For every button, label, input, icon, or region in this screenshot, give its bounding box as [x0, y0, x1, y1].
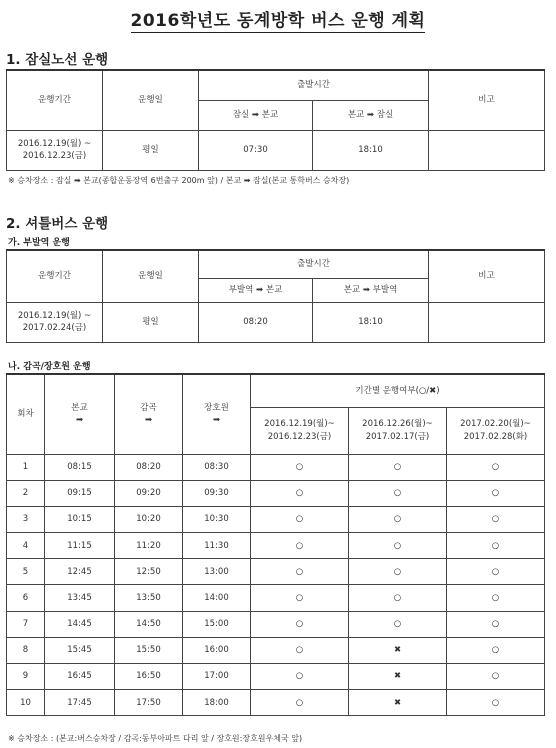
period-end: 2017.02.17(금): [365, 431, 430, 442]
availability-cell: ✖: [349, 690, 447, 716]
stop-label: 장호원: [204, 402, 229, 413]
section-1-note: ※ 승차장소 : 잠실 ➡ 본교(종합운동장역 6번출구 200m 앞) / 본교 ➡ 잠실(본교 통학버스 승차장): [8, 176, 350, 185]
header-remarks: 비고: [429, 250, 545, 302]
period-cell: [7, 130, 103, 170]
time-cell: 15:45: [45, 637, 115, 663]
time-cell: 08:15: [45, 454, 115, 480]
time-cell: 12:50: [115, 559, 183, 585]
trip-number-cell: 6: [7, 585, 45, 611]
time-cell: 15:00: [183, 611, 251, 637]
availability-cell: ○: [251, 585, 349, 611]
remarks-cell: [429, 130, 545, 170]
time-cell: 08:30: [183, 454, 251, 480]
availability-cell: ○: [349, 480, 447, 506]
time-cell: 15:50: [115, 637, 183, 663]
trip-number-cell: 5: [7, 559, 45, 585]
availability-cell: ○: [349, 559, 447, 585]
period-end: 2016.12.23(금): [267, 431, 332, 442]
availability-cell: ○: [349, 585, 447, 611]
gamgok-schedule-table: [6, 373, 545, 716]
availability-cell: ○: [251, 611, 349, 637]
header-period-2: [349, 407, 447, 454]
period-end: 2016.12.23(금): [22, 151, 87, 161]
time-cell: 17:45: [45, 690, 115, 716]
trip-number-cell: 1: [7, 454, 45, 480]
time-cell: 16:00: [183, 637, 251, 663]
stop-label: 본교: [71, 402, 88, 413]
period-start: 2017.02.20(월)~: [460, 419, 531, 430]
arrow-icon: ➡: [212, 415, 221, 426]
section-1-heading: 1. 잠실노선 운행: [6, 52, 109, 68]
time-cell: 09:20: [115, 480, 183, 506]
header-departure: 출발시간: [199, 250, 429, 278]
time-cell: 16:50: [115, 664, 183, 690]
time-cell: 11:20: [115, 533, 183, 559]
availability-cell: ○: [447, 585, 545, 611]
time-cell: 17:00: [183, 664, 251, 690]
time-cell: 14:00: [183, 585, 251, 611]
trip-rows: [7, 454, 545, 716]
section-2-note: ※ 승차장소 : (본교:버스승차장 / 감곡:동부아파트 다리 앞 / 장호원:장호원우체국 앞): [8, 734, 303, 743]
trip-number-cell: 7: [7, 611, 45, 637]
time-cell: 09:15: [45, 480, 115, 506]
table-row: [7, 664, 545, 690]
time-cell: 13:50: [115, 585, 183, 611]
header-departure: 출발시간: [199, 70, 429, 100]
time-cell: 18:10: [313, 130, 429, 170]
availability-cell: ○: [251, 637, 349, 663]
time-cell: 16:45: [45, 664, 115, 690]
time-cell: 17:50: [115, 690, 183, 716]
time-cell: 08:20: [199, 302, 313, 342]
availability-cell: ✖: [349, 664, 447, 690]
subsection-b-heading: 나. 감곡/장호원 운행: [8, 362, 91, 372]
table-row: [7, 690, 545, 716]
time-cell: 14:50: [115, 611, 183, 637]
time-cell: 12:45: [45, 559, 115, 585]
period-cell: [7, 302, 103, 342]
stop-label: 감곡: [140, 402, 157, 413]
trip-number-cell: 4: [7, 533, 45, 559]
availability-cell: ○: [251, 559, 349, 585]
trip-number-cell: 2: [7, 480, 45, 506]
time-cell: 11:15: [45, 533, 115, 559]
table-row: [7, 454, 545, 480]
header-trip: 회차: [7, 374, 45, 454]
availability-cell: ○: [447, 480, 545, 506]
table-row: [7, 480, 545, 506]
header-period: 운행기간: [7, 250, 103, 302]
availability-cell: ○: [447, 533, 545, 559]
availability-cell: ○: [349, 611, 447, 637]
page-title: [0, 6, 556, 31]
header-period-1: [251, 407, 349, 454]
day-cell: 평일: [103, 302, 199, 342]
table-row: [7, 585, 545, 611]
header-period-3: [447, 407, 545, 454]
period-start: 2016.12.26(월)~: [362, 419, 433, 430]
availability-cell: ○: [251, 480, 349, 506]
time-cell: 18:00: [183, 690, 251, 716]
page-title-text: 2016학년도 동계방학 버스 운행 계획: [130, 11, 426, 31]
availability-cell: ○: [251, 664, 349, 690]
availability-cell: ○: [447, 506, 545, 532]
bubal-schedule-table: [6, 249, 545, 343]
header-period: 운행기간: [7, 70, 103, 130]
arrow-icon: ➡: [75, 415, 84, 426]
trip-number-cell: 8: [7, 637, 45, 663]
table-row: [7, 559, 545, 585]
header-stop-gamgok: [115, 374, 183, 454]
arrow-icon: ➡: [144, 415, 153, 426]
time-cell: 14:45: [45, 611, 115, 637]
availability-cell: ○: [251, 533, 349, 559]
time-cell: 10:20: [115, 506, 183, 532]
header-direction-2: 본교 ➡ 잠실: [313, 100, 429, 130]
jamsil-schedule-table: [6, 69, 545, 171]
availability-cell: ○: [447, 637, 545, 663]
availability-cell: ○: [251, 506, 349, 532]
time-cell: 10:15: [45, 506, 115, 532]
availability-cell: ○: [447, 690, 545, 716]
header-direction-1: 잠실 ➡ 본교: [199, 100, 313, 130]
table-row: [7, 637, 545, 663]
period-end: 2017.02.24(금): [22, 323, 87, 333]
trip-number-cell: 9: [7, 664, 45, 690]
period-start: 2016.12.19(월) ~: [17, 310, 92, 321]
availability-cell: ○: [349, 533, 447, 559]
trip-number-cell: 10: [7, 690, 45, 716]
table-row: [7, 611, 545, 637]
time-cell: 08:20: [115, 454, 183, 480]
header-direction-2: 본교 ➡ 부발역: [313, 278, 429, 302]
time-cell: 11:30: [183, 533, 251, 559]
time-cell: 10:30: [183, 506, 251, 532]
header-remarks: 비고: [429, 70, 545, 130]
availability-cell: ○: [447, 454, 545, 480]
period-end: 2017.02.28(화): [463, 431, 528, 442]
section-2-heading: 2. 셔틀버스 운행: [6, 216, 109, 232]
time-cell: 09:30: [183, 480, 251, 506]
period-start: 2016.12.19(월)~: [264, 419, 335, 430]
time-cell: 13:45: [45, 585, 115, 611]
trip-number-cell: 3: [7, 506, 45, 532]
day-cell: 평일: [103, 130, 199, 170]
availability-cell: ✖: [349, 637, 447, 663]
availability-cell: ○: [349, 454, 447, 480]
remarks-cell: [429, 302, 545, 342]
table-row: [7, 533, 545, 559]
time-cell: 07:30: [199, 130, 313, 170]
availability-cell: ○: [447, 559, 545, 585]
availability-cell: ○: [251, 690, 349, 716]
header-day: 운행일: [103, 70, 199, 130]
header-direction-1: 부발역 ➡ 본교: [199, 278, 313, 302]
time-cell: 18:10: [313, 302, 429, 342]
header-stop-janghowon: [183, 374, 251, 454]
time-cell: 13:00: [183, 559, 251, 585]
header-availability: 기간별 운행여부(○/✖): [251, 374, 545, 407]
availability-cell: ○: [349, 506, 447, 532]
availability-cell: ○: [447, 664, 545, 690]
availability-cell: ○: [251, 454, 349, 480]
header-day: 운행일: [103, 250, 199, 302]
period-start: 2016.12.19(월) ~: [17, 138, 92, 149]
subsection-a-heading: 가. 부발역 운행: [8, 238, 70, 248]
header-stop-main: [45, 374, 115, 454]
table-row: [7, 506, 545, 532]
availability-cell: ○: [447, 611, 545, 637]
